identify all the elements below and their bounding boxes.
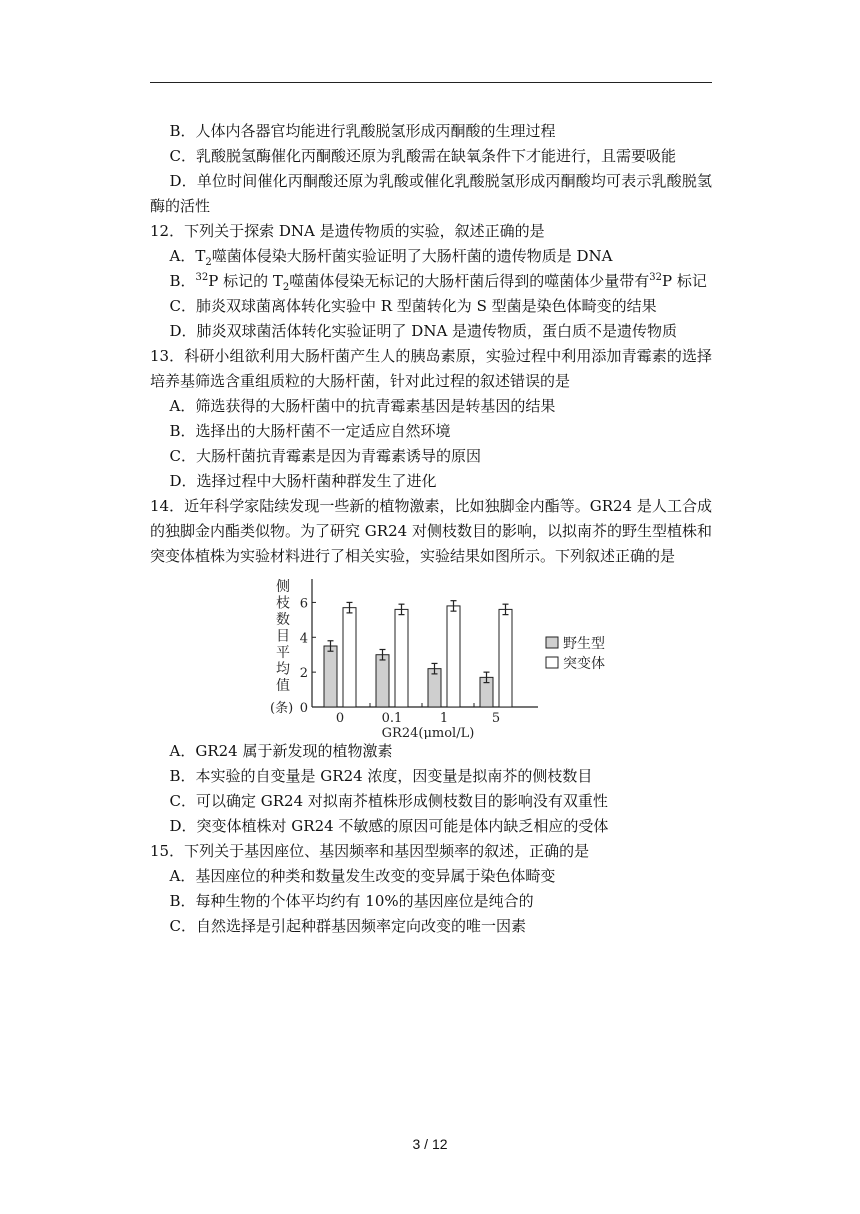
- x-tick-label: 1: [439, 711, 449, 726]
- y-axis-label-char: 值: [276, 678, 290, 694]
- q12-a-pre: A．T: [169, 247, 206, 265]
- y-axis-label-unit: (条): [270, 701, 294, 716]
- x-axis-label: GR24(μmol/L): [381, 726, 475, 739]
- q14-option-c: C．可以确定 GR24 对拟南芥植株形成侧枝数目的影响没有双重性: [169, 792, 608, 810]
- document-body: [150, 119, 712, 939]
- q14-option-a: A．GR24 属于新发现的植物激素: [169, 742, 393, 760]
- q15-option-b: B．每种生物的个体平均约有 10%的基因座位是纯合的: [169, 892, 534, 910]
- x-tick-label: 5: [491, 711, 501, 726]
- q12-b-sub: 2: [282, 282, 290, 293]
- q13-option-a: A．筛选获得的大肠杆菌中的抗青霉素基因是转基因的结果: [169, 397, 556, 415]
- question-12: 12．下列关于探索 DNA 是遗传物质的实验，叙述正确的是: [150, 222, 545, 240]
- q12-b-sup2: 32: [649, 272, 663, 283]
- chart-svg: [270, 571, 610, 739]
- q12-option-d: D．肺炎双球菌活体转化实验证明了 DNA 是遗传物质，蛋白质不是遗传物质: [169, 322, 678, 340]
- bar-mutant: [447, 606, 460, 707]
- y-tick-label: 6: [299, 596, 308, 612]
- y-tick-label: 2: [299, 666, 308, 682]
- q13-option-b: B．选择出的大肠杆菌不一定适应自然环境: [169, 422, 451, 440]
- bar-mutant: [343, 608, 356, 707]
- q14-option-d: D．突变体植株对 GR24 不敏感的原因可能是体内缺乏相应的受体: [169, 817, 609, 835]
- page-number: 3 / 12: [412, 1136, 448, 1152]
- y-axis-label-char: 数: [276, 612, 290, 628]
- bar-mutant: [395, 609, 408, 707]
- question-13: 13．科研小组欲利用大肠杆菌产生人的胰岛素原，实验过程中利用添加青霉素的选择培养基筛选含重组质粒的大肠杆菌，针对此过程的叙述错误的是: [150, 347, 712, 390]
- question-15: 15．下列关于基因座位、基因频率和基因型频率的叙述，正确的是: [150, 842, 590, 860]
- q15-option-c: C．自然选择是引起种群基因频率定向改变的唯一因素: [169, 917, 526, 935]
- legend-swatch: [546, 637, 558, 648]
- q12-a-post: 噬菌体侵染大肠杆菌实验证明了大肠杆菌的遗传物质是 DNA: [211, 247, 613, 265]
- legend-label: 野生型: [563, 636, 605, 652]
- q11-option-d: D．单位时间催化丙酮酸还原为乳酸或催化乳酸脱氢形成丙酮酸均可表示乳酸脱氢酶的活性: [150, 172, 712, 215]
- y-tick-label: 4: [299, 631, 308, 647]
- legend-label: 突变体: [563, 656, 605, 672]
- q12-b-pre: B．: [169, 272, 196, 290]
- y-axis-label-char: 枝: [276, 595, 290, 612]
- q13-option-c: C．大肠杆菌抗青霉素是因为青霉素诱导的原因: [169, 447, 481, 465]
- q14-option-b: B．本实验的自变量是 GR24 浓度，因变量是拟南芥的侧枝数目: [169, 767, 593, 785]
- q12-b-post: P 标记: [662, 272, 707, 290]
- bar-mutant: [499, 609, 512, 707]
- q15-option-a: A．基因座位的种类和数量发生改变的变异属于染色体畸变: [169, 867, 556, 885]
- q12-b-mid2: 噬菌体侵染无标记的大肠杆菌后得到的噬菌体少量带有: [289, 272, 650, 290]
- q12-b-sup1: 32: [195, 272, 209, 283]
- y-axis-label-char: 目: [276, 628, 290, 645]
- q12-option-a: [150, 244, 712, 269]
- q12-b-mid1: P 标记的 T: [208, 272, 283, 290]
- q12-a-sub: 2: [205, 257, 212, 268]
- q11-option-b: B．人体内各器官均能进行乳酸脱氢形成丙酮酸的生理过程: [169, 122, 556, 140]
- y-axis-label-char: 平: [276, 645, 290, 661]
- q12-option-b: [150, 269, 712, 294]
- q11-option-c: C．乳酸脱氢酶催化丙酮酸还原为乳酸需在缺氧条件下才能进行，且需要吸能: [169, 147, 676, 165]
- x-tick-label: 0: [335, 711, 345, 726]
- legend-swatch: [546, 657, 558, 668]
- q13-option-d: D．选择过程中大肠杆菌种群发生了进化: [169, 472, 437, 490]
- y-axis-label-char: 侧: [276, 579, 290, 595]
- y-tick-label: 0: [299, 701, 308, 716]
- gr24-bar-chart: [150, 571, 712, 739]
- y-axis-label-char: 均: [276, 661, 290, 678]
- header-rule: [150, 82, 712, 83]
- x-tick-label: 0.1: [381, 711, 403, 726]
- bar-wild-type: [376, 655, 389, 707]
- question-14: 14．近年科学家陆续发现一些新的植物激素，比如独脚金内酯等。GR24 是人工合成的独脚金内酯类似物。为了研究 GR24 对侧枝数目的影响，以拟南芥的野生型植株和突变体植株为实验材料进行了相关实验，实验结果如图所示。下列叙述正确的是: [150, 497, 712, 565]
- q12-option-c: C．肺炎双球菌离体转化实验中 R 型菌转化为 S 型菌是染色体畸变的结果: [169, 297, 657, 315]
- bar-wild-type: [324, 646, 337, 707]
